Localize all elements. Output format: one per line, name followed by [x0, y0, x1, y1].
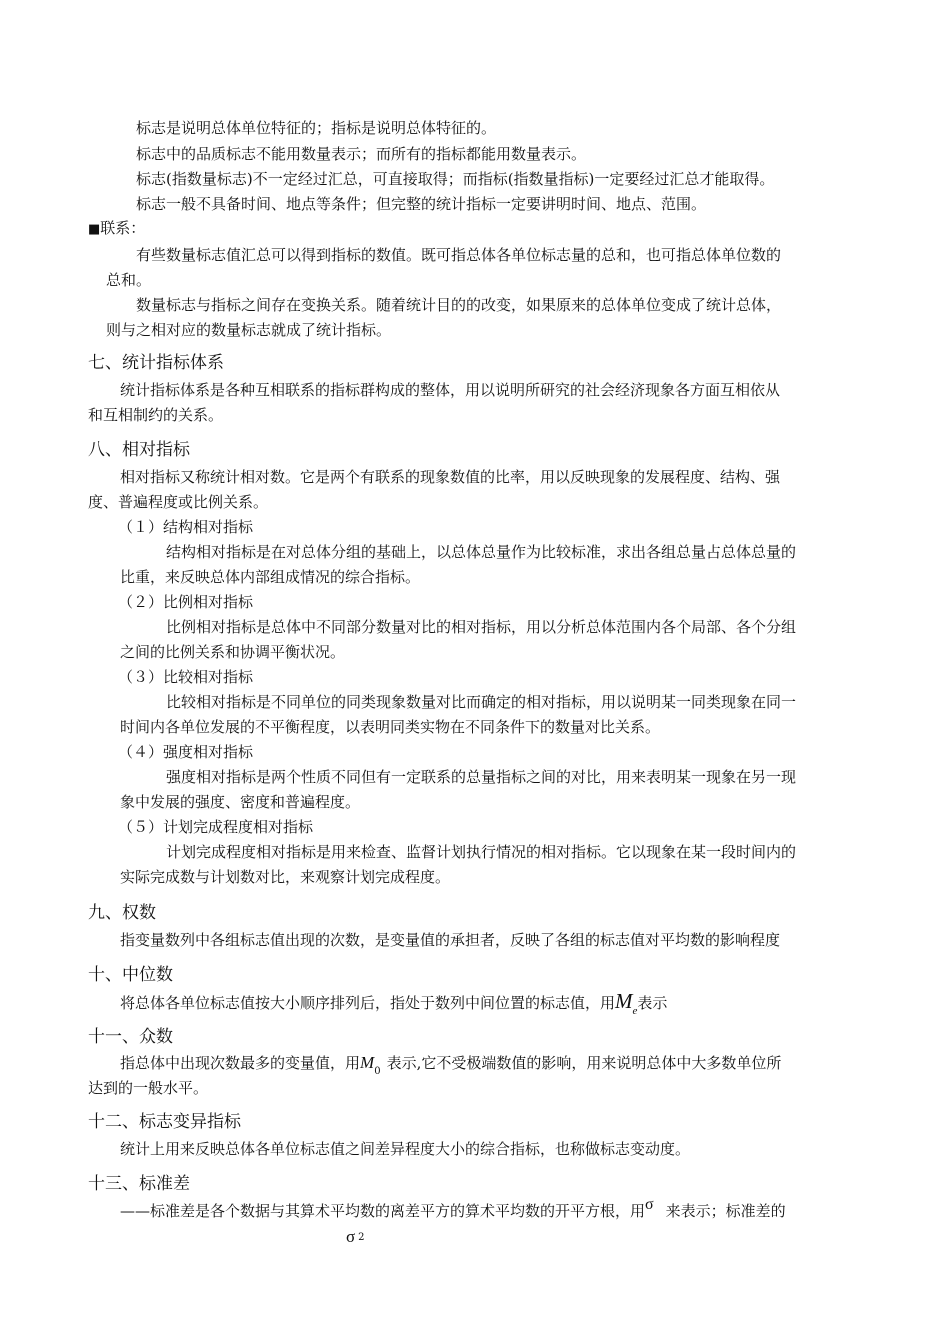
text-line: 统计上用来反映总体各单位标志值之间差异程度大小的综合指标，也称做标志变动度。 — [120, 1140, 691, 1158]
section-title: 十二、标志变异指标 — [88, 1112, 241, 1132]
section-title: 十、中位数 — [88, 965, 173, 985]
text-line: 度、普遍程度或比例关系。 — [88, 493, 269, 511]
text-line: 比较相对指标是不同单位的同类现象数量对比而确定的相对指标，用以说明某一同类现象在同一 — [166, 693, 797, 711]
text-line: 标志一般不具备时间、地点等条件；但完整的统计指标一定要讲明时间、地点、范围。 — [136, 195, 707, 213]
text-fragment: 表示 — [637, 994, 668, 1012]
subsection-heading: （５）计划完成程度相对指标 — [118, 818, 314, 836]
text-line: 相对指标又称统计相对数。它是两个有联系的现象数值的比率，用以反映现象的发展程度、结构、强 — [120, 468, 781, 486]
section-title: 七、统计指标体系 — [88, 353, 224, 373]
text-line: 和互相制约的关系。 — [88, 406, 224, 424]
text-line — [120, 990, 667, 1016]
text-line: 比重，来反映总体内部组成情况的综合指标。 — [120, 568, 421, 586]
text-line — [120, 1052, 781, 1077]
text-line: 时间内各单位发展的不平衡程度，以表明同类实物在不同条件下的数量对比关系。 — [120, 718, 661, 736]
subsection-heading: （１）结构相对指标 — [118, 518, 254, 536]
subsection-heading: （４）强度相对指标 — [118, 743, 254, 761]
median-symbol: M — [615, 989, 633, 1013]
mode-symbol: M — [360, 1053, 375, 1072]
text-line: 象中发展的强度、密度和普遍程度。 — [120, 793, 361, 811]
text-line — [120, 1196, 786, 1223]
text-line: 计划完成程度相对指标是用来检查、监督计划执行情况的相对指标。它以现象在某一段时间内的 — [166, 843, 797, 861]
variance-formula — [346, 1226, 365, 1251]
text-fragment: 将总体各单位标志值按大小顺序排列后，指处于数列中间位置的标志值，用 — [120, 994, 616, 1012]
lianxi-heading — [88, 217, 145, 241]
text-line: 则与之相对应的数量标志就成了统计指标。 — [106, 321, 392, 339]
section-title: 十一、众数 — [88, 1027, 173, 1047]
text-line: 之间的比例关系和协调平衡状况。 — [120, 643, 346, 661]
text-line: 标志中的品质标志不能用数量表示；而所有的指标都能用数量表示。 — [136, 145, 587, 163]
text-line: 达到的一般水平。 — [88, 1079, 209, 1097]
text-fragment: 来表示；标准差的 — [665, 1202, 786, 1220]
subsection-heading: （３）比较相对指标 — [118, 668, 254, 686]
subsection-heading: （２）比例相对指标 — [118, 593, 254, 611]
text-line: 标志是说明总体单位特征的；指标是说明总体特征的。 — [136, 119, 497, 137]
square-bullet-icon: ■ — [88, 222, 101, 237]
text-line: 指变量数列中各组标志值出现的次数，是变量值的承担者，反映了各组的标志值对平均数的影响程度 — [120, 931, 781, 949]
square-exponent: 2 — [358, 1232, 365, 1243]
text-fragment: 指总体中出现次数最多的变量值，用 — [120, 1054, 361, 1072]
text-line: 有些数量标志值汇总可以得到指标的数值。既可指总体各单位标志量的总和，也可指总体单位数的 — [136, 246, 782, 264]
text-line: 统计指标体系是各种互相联系的指标群构成的整体，用以说明所研究的社会经济现象各方面互相依从 — [120, 381, 781, 399]
text-line: 比例相对指标是总体中不同部分数量对比的相对指标，用以分析总体范围内各个局部、各个分组 — [166, 618, 797, 636]
text-line: 总和。 — [106, 271, 152, 289]
text-line: 数量标志与指标之间存在变换关系。随着统计目的的改变，如果原来的总体单位变成了统计总体， — [136, 296, 782, 314]
text-line: 实际完成数与计划数对比，来观察计划完成程度。 — [120, 868, 451, 886]
lianxi-label: 联系： — [100, 219, 146, 237]
median-subscript: e — [632, 1005, 638, 1017]
text-fragment: 表示,它不受极端数值的影响，用来说明总体中大多数单位所 — [386, 1054, 782, 1072]
section-title: 九、权数 — [88, 903, 156, 923]
section-title: 八、相对指标 — [88, 440, 190, 460]
section-title: 十三、标准差 — [88, 1174, 190, 1194]
text-line: 标志(指数量标志)不一定经过汇总，可直接取得；而指标(指数量指标)一定要经过汇总才能取得。 — [136, 170, 775, 188]
text-line: 强度相对指标是两个性质不同但有一定联系的总量指标之间的对比，用来表明某一现象在另一现 — [166, 768, 797, 786]
text-fragment: ——标准差是各个数据与其算术平均数的离差平方的算术平均数的开平方根，用 — [120, 1202, 646, 1220]
sigma-symbol: σ — [645, 1196, 654, 1213]
sigma-symbol: σ — [346, 1227, 356, 1246]
mode-subscript: 0 — [374, 1066, 381, 1077]
text-line: 结构相对指标是在对总体分组的基础上，以总体总量作为比较标准，求出各组总量占总体总量的 — [166, 543, 797, 561]
